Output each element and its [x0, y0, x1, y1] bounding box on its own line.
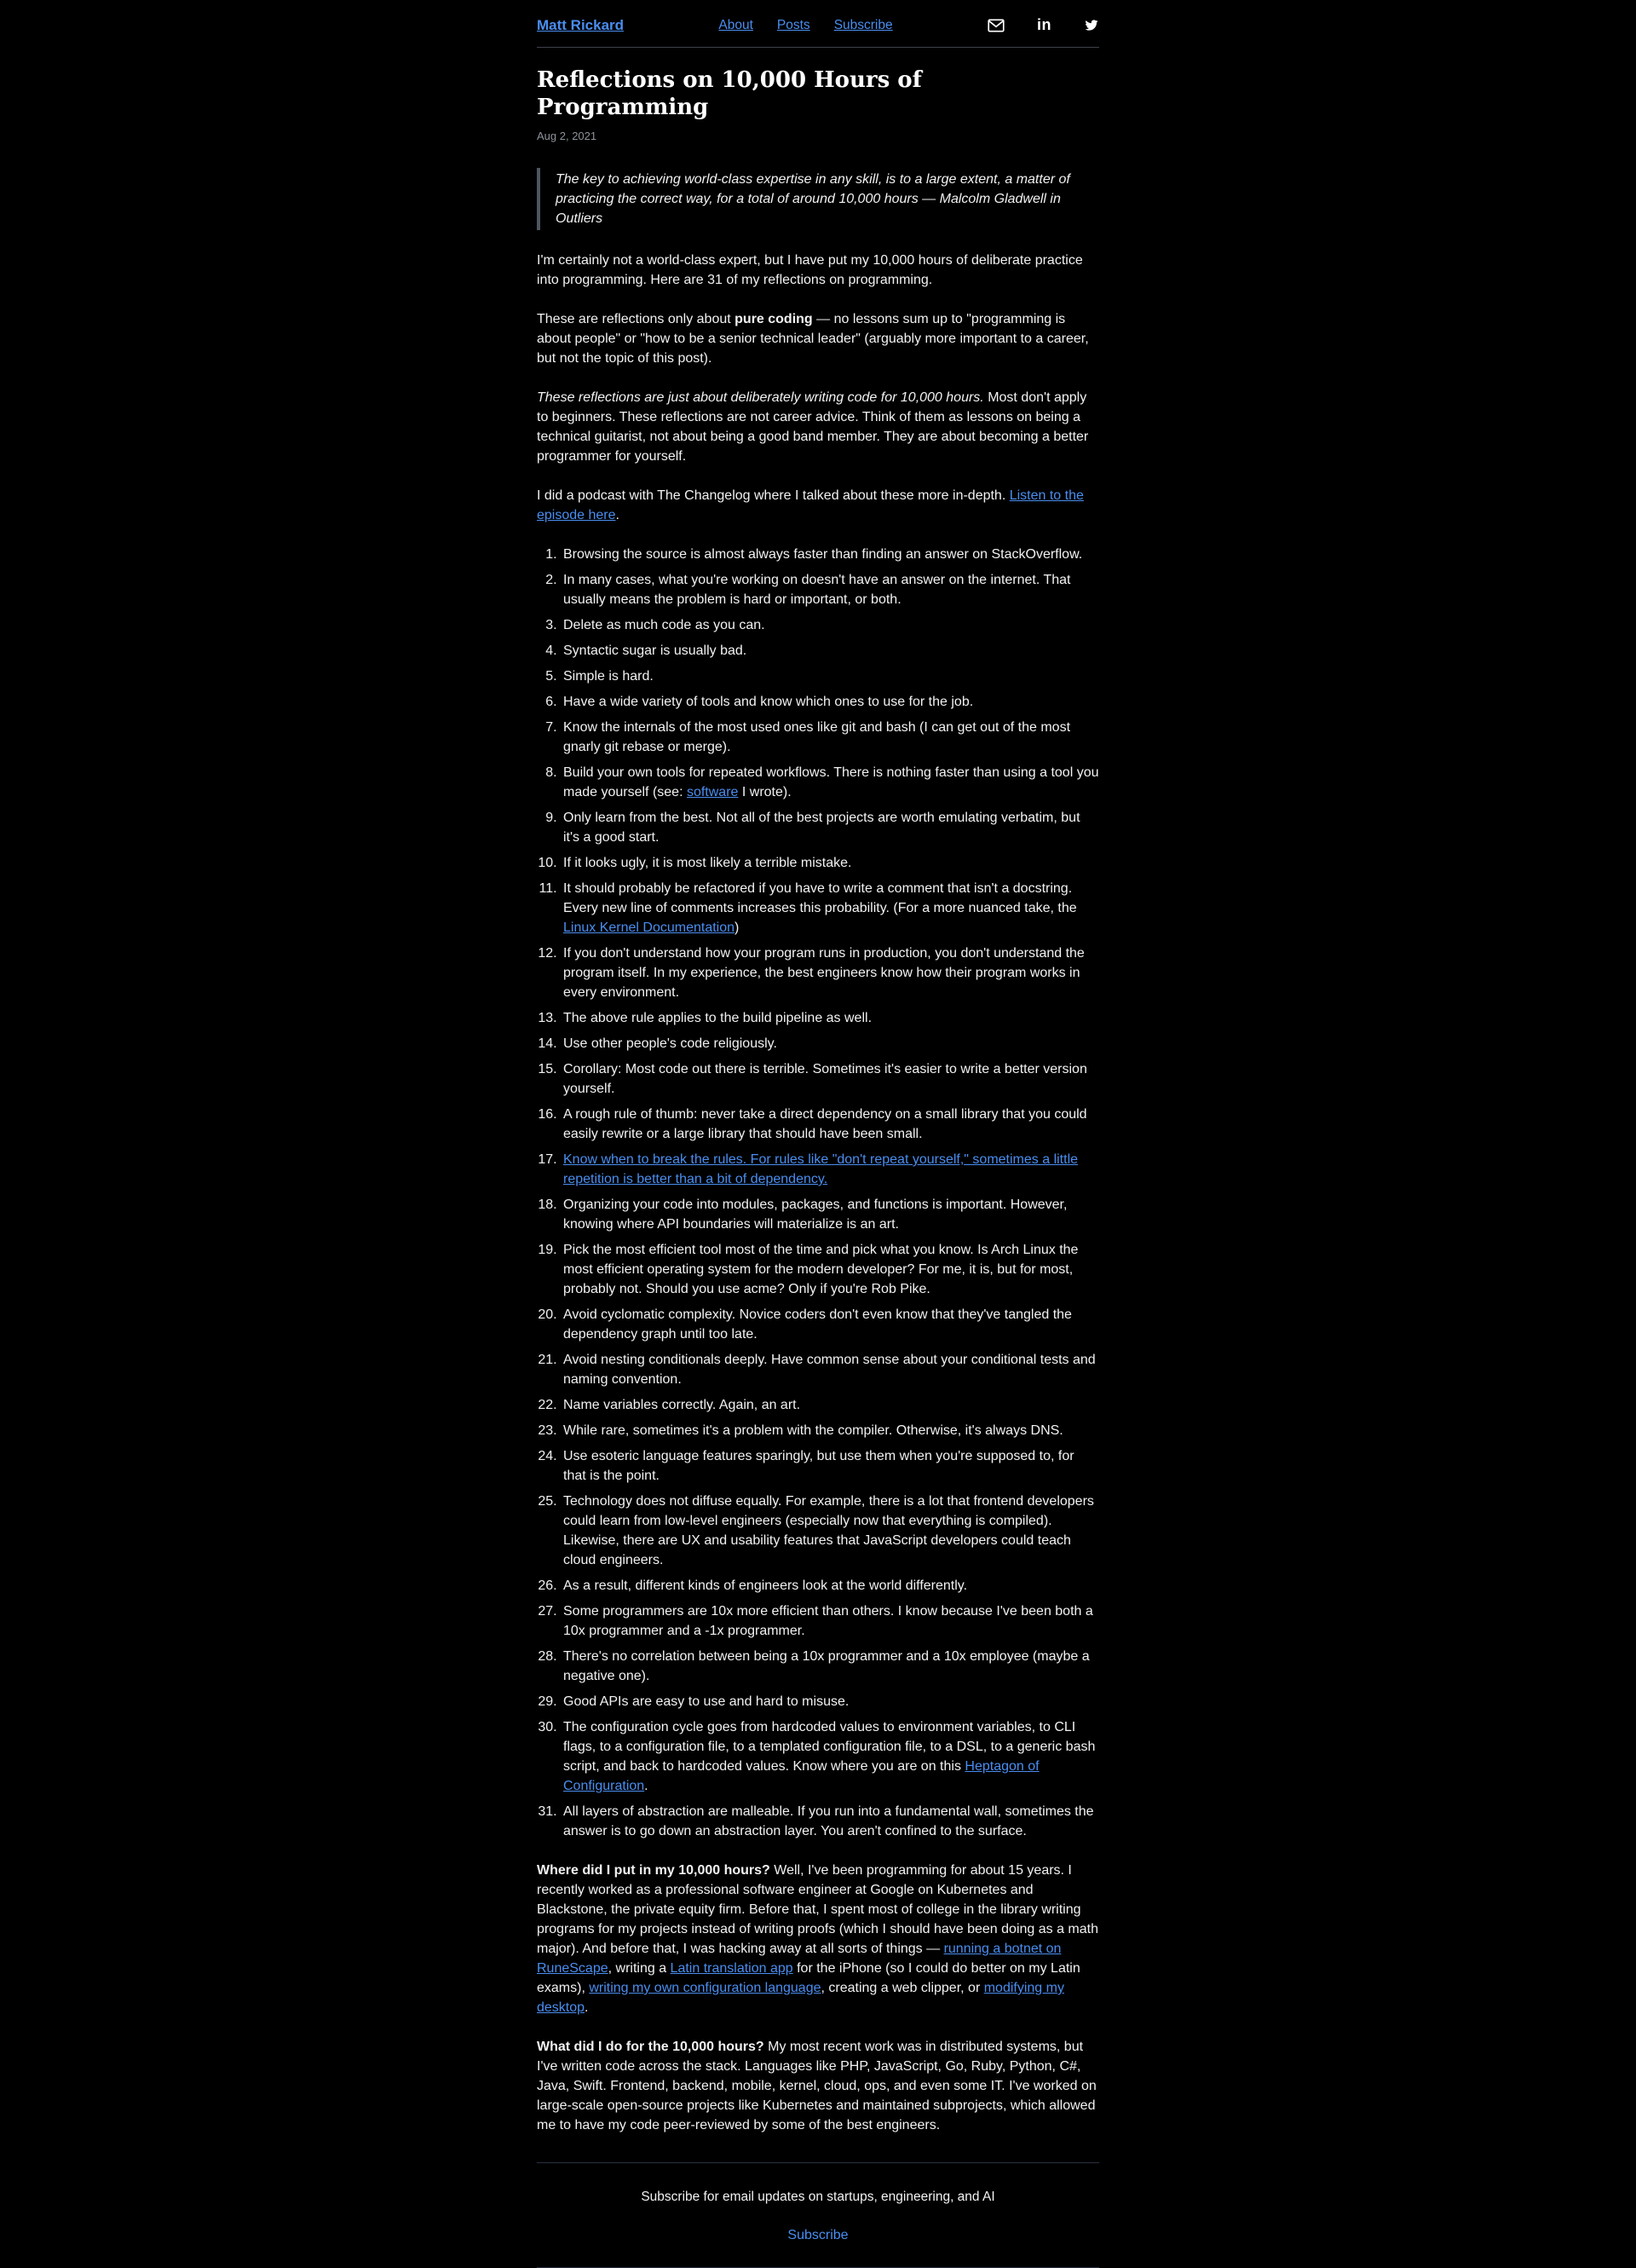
reflection-item: 11. It should probably be refactored if you have to write a comment that isn't a docstring. Every new line of comments increases this probability. (For a more nuanced take, the Linux Kernel Documentation): [561, 879, 1099, 938]
linkedin-icon[interactable]: in: [1037, 16, 1051, 33]
nav-posts[interactable]: Posts: [776, 18, 810, 32]
reflection-item: 25. Technology does not diffuse equally. For example, there is a lot that frontend developers could learn from low-level engineers (especially now that everything is compiled). Likewise, there are UX and usability features that JavaScript developers could teach cloud engineers.: [561, 1492, 1099, 1570]
reflection-item: 9. Only learn from the best. Not all of the best projects are worth emulating verbatim, but it's a good start.: [561, 808, 1099, 847]
inline-link[interactable]: Know when to break the rules. For rules like "don't repeat yourself," sometimes a little repetition is better than a bit of dependency.: [563, 1152, 1079, 1186]
inline-link[interactable]: modifying my desktop: [537, 1981, 1064, 2015]
reflection-item: 29. Good APIs are easy to use and hard to misuse.: [561, 1692, 1099, 1711]
intro-paragraph: These reflections are just about deliberately writing code for 10,000 hours. Most don't apply to beginners. These reflections are not career advice. Think of them as lessons on being a technical guitarist, not about being a good band member. They are about becoming a better programmer for yourself.: [537, 390, 1089, 464]
inline-link[interactable]: Heptagon of Configuration: [563, 1759, 1040, 1793]
reflection-item: 31. All layers of abstraction are malleable. If you run into a fundamental wall, sometimes the answer is to go down an abstraction layer. You aren't confined to the surface.: [561, 1802, 1099, 1841]
header-icons: [988, 15, 1099, 35]
reflection-item: 4. Syntactic sugar is usually bad.: [561, 641, 1099, 661]
bold-text: Where did I put in my 10,000 hours?: [537, 1863, 770, 1878]
outro-paragraph: What did I do for the 10,000 hours? My most recent work was in distributed systems, but I've written code across the stack. Languages like PHP, JavaScript, Go, Ruby, Python, C#, Java, Swift. Frontend, backend, mobile, kernel, cloud, ops, and even some IT. I've worked on large-scale open-source projects like Kubernetes and maintained subprojects, which allowed me to have my code peer-reviewed by some of the best engineers.: [537, 2040, 1097, 2132]
italic-text: These reflections are just about deliberately writing code for 10,000 hours.: [537, 390, 984, 405]
article: [537, 48, 1099, 2135]
reflection-item: 30. The configuration cycle goes from hardcoded values to environment variables, to CLI flags, to a configuration file, to a templated configuration file, to a DSL, to a generic bash script, and back to hardcoded values. Know where you are on this Heptagon of Configuration.: [561, 1717, 1099, 1796]
reflection-item: 6. Have a wide variety of tools and know which ones to use for the job.: [561, 692, 1099, 712]
reflection-item: 26. As a result, different kinds of engineers look at the world differently.: [561, 1576, 1099, 1596]
inline-link[interactable]: writing my own configuration language: [589, 1981, 821, 1995]
reflection-item: 19. Pick the most efficient tool most of the time and pick what you know. Is Arch Linux the most efficient operating system for the modern developer? For me, it is, but for most, probably not. Should you use acme? Only if you're Rob Pike.: [561, 1240, 1099, 1299]
footer-divider-top: [537, 2162, 1099, 2163]
twitter-icon[interactable]: [1084, 19, 1099, 32]
nav-about[interactable]: About: [718, 18, 753, 32]
post-date: Aug 2, 2021: [537, 130, 597, 142]
inline-link[interactable]: Linux Kernel Documentation: [563, 920, 735, 935]
bold-text: What did I do for the 10,000 hours?: [537, 2040, 764, 2054]
reflection-item: 22. Name variables correctly. Again, an art.: [561, 1395, 1099, 1415]
email-icon[interactable]: [988, 19, 1005, 32]
inline-link[interactable]: Latin translation app: [670, 1961, 793, 1976]
page: [537, 0, 1099, 2268]
reflection-item: 1. Browsing the source is almost always faster than finding an answer on StackOverflow.: [561, 545, 1099, 564]
reflection-item: 10. If it looks ugly, it is most likely a terrible mistake.: [561, 853, 1099, 873]
footer-blurb: Subscribe for email updates on startups, engineering, and AI: [641, 2190, 995, 2204]
reflection-item: [561, 1150, 1099, 1189]
intro-paragraph: I'm certainly not a world-class expert, but I have put my 10,000 hours of deliberate practice into programming. Here are 31 of my reflections on programming.: [537, 253, 1083, 287]
reflection-item: 15. Corollary: Most code out there is terrible. Sometimes it's easier to write a better version yourself.: [561, 1059, 1099, 1099]
reflection-item: 5. Simple is hard.: [561, 667, 1099, 686]
site-name-link[interactable]: Matt Rickard: [537, 17, 625, 33]
reflection-item: 14. Use other people's code religiously.: [561, 1034, 1099, 1053]
inline-link[interactable]: running a botnet on RuneScape: [537, 1942, 1062, 1976]
outro-paragraph: Where did I put in my 10,000 hours? Well, I've been programming for about 15 years. I recently worked as a professional software engineer at Google on Kubernetes and Blackstone, the private equity firm. Before that, I spent most of college in the library writing programs for my projects instead of writing proofs (which I should have been doing as a math major). And before that, I was hacking away at all sorts of things — running a botnet on RuneScape, writing a Latin translation app for the iPhone (so I could do better on my Latin exams), writing my own configuration language, creating a web clipper, or modifying my desktop.: [537, 1863, 1098, 2015]
reflection-item: 2. In many cases, what you're working on doesn't have an answer on the internet. That usually means the problem is hard or important, or both.: [561, 570, 1099, 609]
reflection-item: 27. Some programmers are 10x more efficient than others. I know because I've been both a 10x programmer and a -1x programmer.: [561, 1601, 1099, 1641]
reflection-item: 8. Build your own tools for repeated workflows. There is nothing faster than using a tool you made yourself (see: software I wrote).: [561, 763, 1099, 802]
reflection-item: 24. Use esoteric language features sparingly, but use them when you're supposed to, for that is the point.: [561, 1446, 1099, 1486]
reflection-item: 13. The above rule applies to the build pipeline as well.: [561, 1008, 1099, 1028]
inline-link[interactable]: software: [686, 785, 739, 799]
reflection-item: 28. There's no correlation between being a 10x programmer and a 10x employee (maybe a negative one).: [561, 1647, 1099, 1686]
reflections-list: [537, 545, 1099, 1841]
post-title: Reflections on 10,000 Hours of Programming: [537, 67, 922, 120]
intro-paragraph: These are reflections only about pure coding — no lessons sum up to "programming is about people" or "how to be a senior technical leader" (arguably more important to a career, but not the topic of this post).: [537, 312, 1089, 366]
footer-subscribe-link[interactable]: Subscribe: [787, 2228, 849, 2242]
nav-subscribe[interactable]: Subscribe: [833, 18, 893, 32]
intro-paragraph: I did a podcast with The Changelog where I talked about these more in-depth. Listen to the episode here.: [537, 488, 1084, 522]
reflection-item: 3. Delete as much code as you can.: [561, 615, 1099, 635]
inline-link[interactable]: Listen to the episode here: [537, 488, 1084, 522]
bold-text: pure coding: [734, 312, 813, 326]
pull-quote: The key to achieving world-class expertise in any skill, is to a large extent, a matter of practicing the correct way, for a total of around 10,000 hours — Malcolm Gladwell in Outliers: [537, 168, 1099, 230]
reflection-item: 12. If you don't understand how your program runs in production, you don't understand the program itself. In my experience, the best engineers know how their program works in every environment.: [561, 944, 1099, 1002]
reflection-item: 21. Avoid nesting conditionals deeply. Have common sense about your conditional tests and naming convention.: [561, 1350, 1099, 1389]
reflection-item: 23. While rare, sometimes it's a problem with the compiler. Otherwise, it's always DNS.: [561, 1421, 1099, 1440]
reflection-item: 18. Organizing your code into modules, packages, and functions is important. However, knowing where API boundaries will materialize is an art.: [561, 1195, 1099, 1234]
site-header: [537, 10, 1099, 47]
reflection-item: 7. Know the internals of the most used ones like git and bash (I can get out of the most gnarly git rebase or merge).: [561, 718, 1099, 757]
reflection-item: 20. Avoid cyclomatic complexity. Novice coders don't even know that they've tangled the dependency graph until too late.: [561, 1305, 1099, 1344]
reflection-item: 16. A rough rule of thumb: never take a direct dependency on a small library that you could easily rewrite or a large library that should have been small.: [561, 1105, 1099, 1144]
site-nav: [718, 15, 892, 35]
